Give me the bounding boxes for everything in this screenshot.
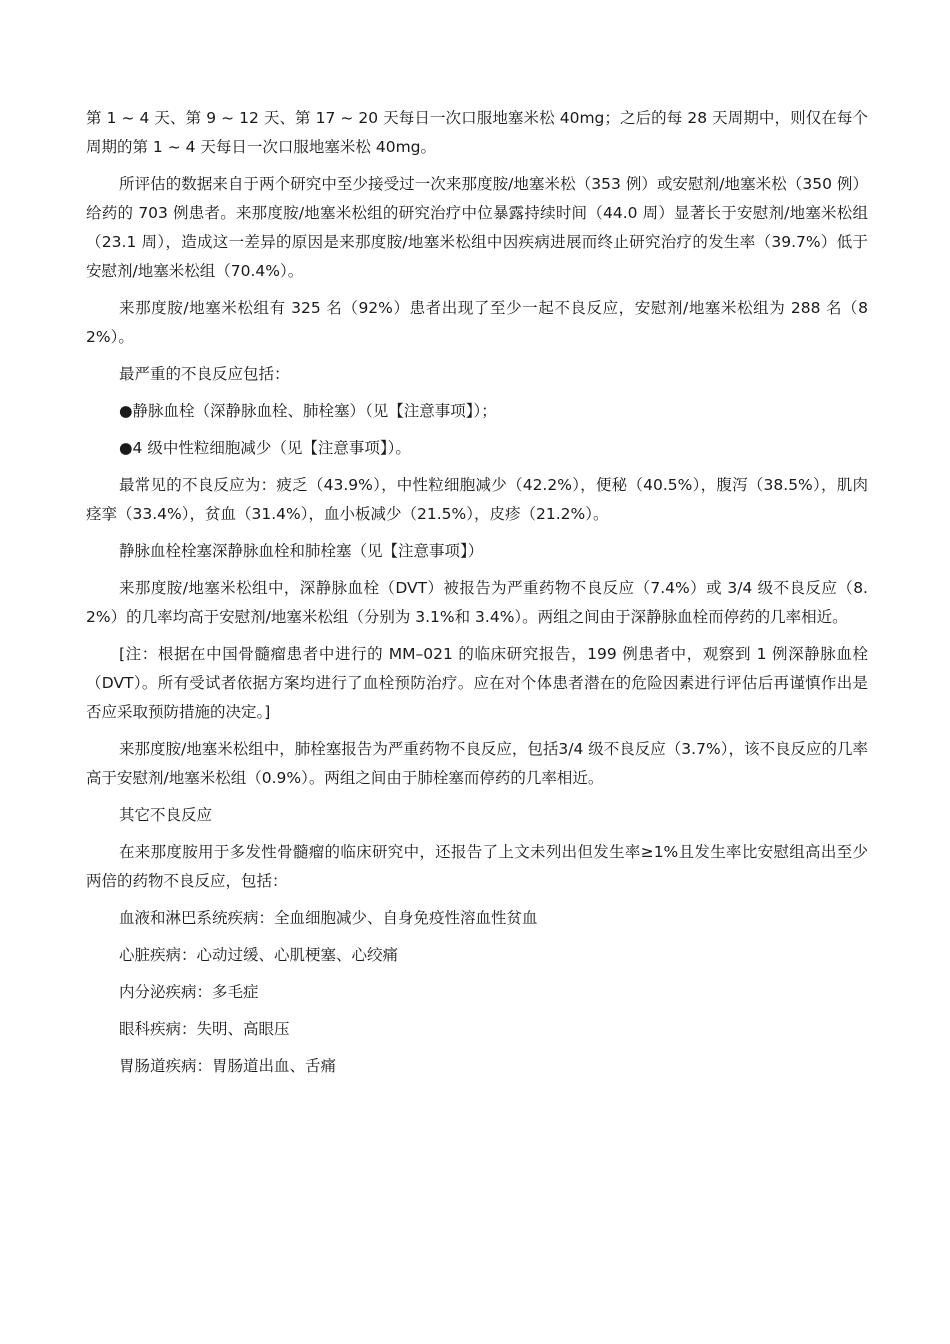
paragraph-pulmonary-embolism: 来那度胺/地塞米松组中，肺栓塞报告为严重药物不良反应，包括3/4 级不良反应（3.7%），该不良反应的几率高于安慰剂/地塞米松组（0.9%）。两组之间由于肺栓塞而停药的几率相近。 xyxy=(86,740,868,787)
section-heading-other-reactions: 其它不良反应 xyxy=(119,806,213,824)
document-body xyxy=(86,104,868,1089)
paragraph-evaluated-data: 所评估的数据来自于两个研究中至少接受过一次来那度胺/地塞米松（353 例）或安慰剂/地塞米松（350 例）给药的 703 例患者。来那度胺/地塞米松组的研究治疗中位暴露持续时间（44.0 周）显著长于安慰剂/地塞米松组（23.1 周），造成这一差异的原因是来那度胺/地塞米松组中因疾病进展而终止研究治疗的发生率（39.7%）低于安慰剂/地塞米松组（70.4%）。 xyxy=(86,175,868,280)
paragraph-most-common-reactions: 最常见的不良反应为：疲乏（43.9%），中性粒细胞减少（42.2%），便秘（40.5%），腹泻（38.5%），肌肉痉挛（33.4%），贫血（31.4%），血小板减少（21.5%），皮疹（21.2%）。 xyxy=(86,476,868,523)
paragraph-most-serious-heading: 最严重的不良反应包括： xyxy=(119,365,290,383)
list-item-cardiac: 心脏疾病：心动过缓、心肌梗塞、心绞痛 xyxy=(119,946,399,964)
list-item-gastrointestinal: 胃肠道疾病：胃肠道出血、舌痛 xyxy=(119,1057,337,1075)
paragraph-adverse-reaction-counts: 来那度胺/地塞米松组有 325 名（92%）患者出现了至少一起不良反应，安慰剂/地塞米松组为 288 名（82%）。 xyxy=(86,299,868,346)
bullet-venous-thrombosis: ●静脉血栓（深静脉血栓、肺栓塞）（见【注意事项】）； xyxy=(119,402,497,420)
bullet-neutropenia: ●4 级中性粒细胞减少（见【注意事项】）。 xyxy=(119,439,411,457)
paragraph-dvt: 来那度胺/地塞米松组中，深静脉血栓（DVT）被报告为严重药物不良反应（7.4%）或 3/4 级不良反应（8.2%）的几率均高于安慰剂/地塞米松组（分别为 3.1%和 3.4%）。两组之间由于深静脉血栓而停药的几率相近。 xyxy=(86,579,868,626)
list-item-endocrine: 内分泌疾病：多毛症 xyxy=(119,983,259,1001)
paragraph-other-reactions-intro: 在来那度胺用于多发性骨髓瘤的临床研究中，还报告了上文未列出但发生率≥1%且发生率比安慰组高出至少两倍的药物不良反应，包括： xyxy=(86,843,868,890)
paragraph-dosing-continuation: 第 1 ~ 4 天、第 9 ~ 12 天、第 17 ~ 20 天每日一次口服地塞米松 40mg；之后的每 28 天周期中，则仅在每个周期的第 1 ~ 4 天每日一次口服地塞米松 40mg。 xyxy=(86,109,868,156)
paragraph-china-note: [注：根据在中国骨髓瘤患者中进行的 MM–021 的临床研究报告，199 例患者中，观察到 1 例深静脉血栓（DVT）。所有受试者依据方案均进行了血栓预防治疗。应在对个体患者潜在的危险因素进行评估后再谨慎作出是否应采取预防措施的决定。] xyxy=(86,645,868,721)
section-heading-vte: 静脉血栓栓塞深静脉血栓和肺栓塞（见【注意事项】） xyxy=(119,542,484,560)
list-item-eye: 眼科疾病：失明、高眼压 xyxy=(119,1020,290,1038)
list-item-blood-lymphatic: 血液和淋巴系统疾病：全血细胞减少、自身免疫性溶血性贫血 xyxy=(119,909,538,927)
